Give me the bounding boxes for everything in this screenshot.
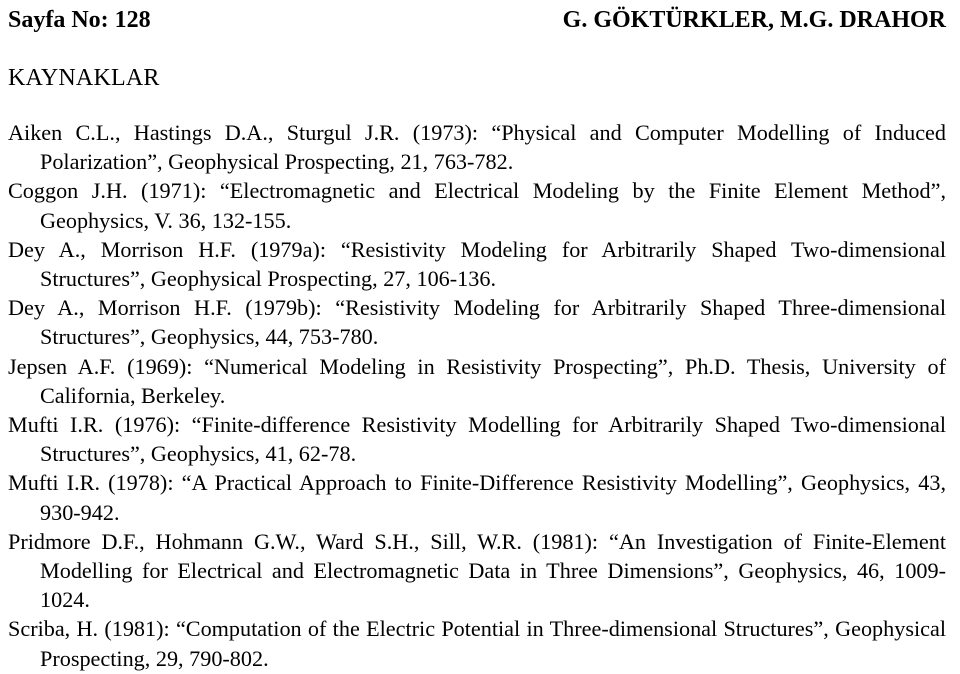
reference-aiken-1973: Aiken C.L., Hastings D.A., Sturgul J.R. (1973): “Physical and Computer Modelling of Induced Polarization”, Geophysical Prospecting, 21, 763-782. [8,120,946,175]
page-number: Sayfa No: 128 [8,7,151,33]
header-authors: G. GÖKTÜRKLER, M.G. DRAHOR [562,7,946,33]
reference-dey-1979a: Dey A., Morrison H.F. (1979a): “Resistivity Modeling for Arbitrarily Shaped Two-dimensional Structures”, Geophysical Prospecting, 27, 106-136. [8,236,946,292]
reference-coggon-1971: Coggon J.H. (1971): “Electromagnetic and Electrical Modeling by the Finite Element Method”, Geophysics, V. 36, 132-155. [8,178,946,233]
reference-mufti-1978: Mufti I.R. (1978): “A Practical Approach to Finite-Difference Resistivity Modelling”, Geophysics, 43, 930-942. [8,470,946,525]
running-header [8,4,946,36]
reference-jepsen-1969: Jepsen A.F. (1969): “Numerical Modeling in Resistivity Prospecting”, Ph.D. Thesis, University of California, Berkeley. [8,353,946,408]
reference-pridmore-1981: Pridmore D.F., Hohmann G.W., Ward S.H., Sill, W.R. (1981): “An Investigation of Finite-Element Modelling for Electrical and Electromagnetic Data in Three Dimensions”, Geophysics, 46, 1009-1024. [8,528,946,613]
reference-dey-1979b: Dey A., Morrison H.F. (1979b): “Resistivity Modeling for Arbitrarily Shaped Three-dimensional Structures”, Geophysics, 44, 753-780. [8,295,946,350]
reference-scriba-1981: Scriba, H. (1981): “Computation of the Electric Potential in Three-dimensional Structures”, Geophysical Prospecting, 29, 790-802. [8,616,946,671]
section-title: KAYNAKLAR [8,65,160,91]
reference-mufti-1976: Mufti I.R. (1976): “Finite-difference Resistivity Modelling for Arbitrarily Shaped Two-dimensional Structures”, Geophysics, 41, 62-78. [8,412,946,467]
reference-list [8,118,946,673]
